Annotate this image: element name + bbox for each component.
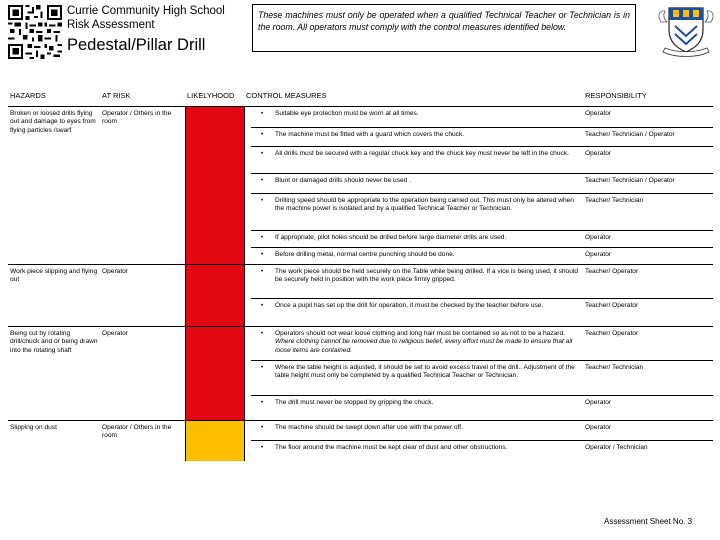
responsibility-cell: Teacher/ Technician / Operator: [583, 174, 713, 194]
header-hazards: HAZARDS: [8, 86, 100, 107]
table-row: [8, 327, 713, 361]
control-measure: The machine must be fitted with a guard which covers the chuck.: [273, 128, 583, 147]
control-measure: The work piece should be held securely on the Table while being drilled. If a vice is being used, it should be securely held in position with the work piece firmly gripped.: [273, 265, 583, 299]
responsibility-cell: Teacher/ Operator: [583, 299, 713, 327]
at-risk-cell: Operator / Others in the room: [100, 421, 185, 461]
responsibility-cell: Operator: [583, 421, 713, 441]
school-name: [67, 4, 225, 32]
likelihood-high-cell: [185, 265, 244, 327]
responsibility-cell: Teacher/ Technician: [583, 194, 713, 231]
bullet: •: [251, 441, 273, 461]
hazard-cell: Slipping on dust: [8, 421, 100, 461]
control-measure: Before drilling metal, normal centre punching should be done.: [273, 248, 583, 265]
risk-assessment-table: [8, 86, 713, 461]
header-at-risk: AT RISK: [100, 86, 185, 107]
header-likelihood: LIKELYHOOD: [185, 86, 244, 107]
qr-code-icon: [8, 5, 62, 59]
likelihood-high-cell: [185, 327, 244, 421]
control-measure: The floor around the machine must be kept clear of dust and other obstructions.: [273, 441, 583, 461]
control-measure: The drill must never be stopped by gripping the chuck.: [273, 396, 583, 421]
table-row: [8, 107, 713, 128]
school-crest-icon: [655, 2, 717, 60]
responsibility-cell: Teacher/ Technician / Operator: [583, 128, 713, 147]
bullet: •: [251, 248, 273, 265]
bullet: •: [251, 147, 273, 174]
school-name-line1: Currie Community High School: [67, 5, 225, 17]
bullet: •: [251, 194, 273, 231]
at-risk-cell: Operator: [100, 327, 185, 421]
table-row: [8, 421, 713, 441]
bullet: •: [251, 128, 273, 147]
control-measure: Drilling speed should be appropriate to the operation being carried out. This must only be altered when the machine power is isolated and by a qualified Technical Teacher or Technician.: [273, 194, 583, 231]
responsibility-cell: Operator: [583, 248, 713, 265]
bullet: •: [251, 421, 273, 441]
bullet: •: [251, 299, 273, 327]
hazard-cell: Being cut by rotating drill/chuck and or being drawn into the rotating shaft: [8, 327, 100, 421]
hazard-cell: Work piece slipping and flying out: [8, 265, 100, 327]
responsibility-cell: Teacher/ Operator: [583, 327, 713, 361]
bullet: •: [251, 327, 273, 361]
bullet: •: [260, 110, 264, 117]
control-measure: Suitable eye protection must be worn at all times.: [275, 110, 419, 117]
responsibility-cell: Operator: [583, 396, 713, 421]
header-control-measures: CONTROL MEASURES: [244, 86, 583, 107]
control-measure: Once a pupil has set up the drill for operation, it must be checked by the teacher before use.: [273, 299, 583, 327]
control-measure: Where the table height is adjusted, it should be set to avoid excess travel of the drill.. Adjustment of the table height must only be completed by a qualified Technical Teacher or Technician.: [273, 361, 583, 396]
likelihood-high-cell: [185, 107, 244, 265]
at-risk-cell: Operator: [100, 265, 185, 327]
safety-notice: These machines must only be operated when a qualified Technical Teacher or Technician is in the room. All operators must comply with the control measures identified below.: [252, 4, 636, 52]
table-row: [8, 265, 713, 299]
control-measure: [273, 327, 583, 361]
responsibility-cell: Operator: [585, 110, 612, 117]
bullet: •: [251, 265, 273, 299]
bullet: •: [251, 231, 273, 248]
responsibility-cell: Teacher/ Operator: [583, 265, 713, 299]
bullet: •: [251, 174, 273, 194]
page-title: Pedestal/Pillar Drill: [67, 36, 206, 54]
responsibility-cell: Operator / Technician: [583, 441, 713, 461]
control-measure: If appropriate, pilot holes should be drilled before large diameter drills are used.: [273, 231, 583, 248]
responsibility-cell: Teacher/ Technician: [583, 361, 713, 396]
table-header-row: [8, 86, 713, 107]
header-responsibility: RESPONSIBILITY: [583, 86, 713, 107]
control-measure: All drills must be secured with a regular chuck key and the chuck key must never be left in the chuck.: [273, 147, 583, 174]
control-measure: Blunt or damaged drills should never be used .: [273, 174, 583, 194]
at-risk-cell: Operator / Others in the room: [102, 110, 172, 126]
bullet: •: [251, 361, 273, 396]
school-name-line2: Risk Assessment: [67, 19, 155, 31]
hazard-cell: Broken or loosed drills flying out and damage to eyes from flying particles /swarf: [10, 110, 96, 134]
likelihood-medium-cell: [185, 421, 244, 461]
responsibility-cell: Operator: [583, 231, 713, 248]
responsibility-cell: Operator: [583, 147, 713, 174]
control-measure-text: Operators should not wear loose clothing and long hair must be contained so as not to be a hazard.: [275, 330, 565, 337]
control-measure-italic: Where clothing cannot be removed due to religious belief, every effort must be made to ensure that all loose items are contained.: [275, 338, 573, 354]
assessment-sheet-number: Assessment Sheet No. 3: [604, 517, 693, 526]
control-measure: The machine should be swept down after use with the power off.: [273, 421, 583, 441]
bullet: •: [251, 396, 273, 421]
